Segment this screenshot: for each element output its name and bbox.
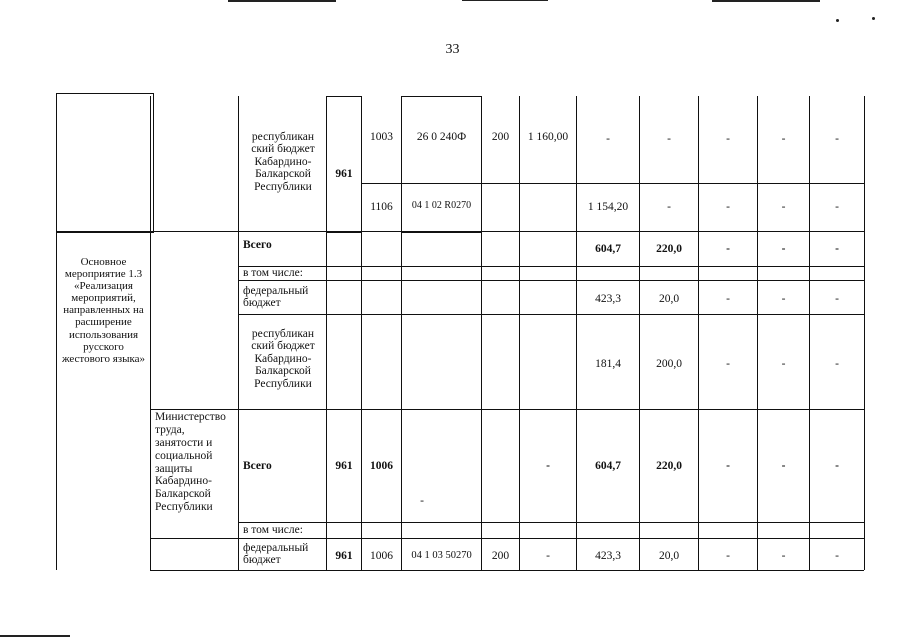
federal-v1: 423,3 [595,293,621,305]
ministry-v4: - [781,460,786,472]
scan-dot-2 [872,17,875,20]
top-sub1-val-2020: - [726,133,730,145]
republic-v3: - [726,358,730,370]
col-line-left-lower [56,231,57,570]
scan-mark-top-mid [462,0,548,1]
col-line-2 [238,96,239,570]
top-sub1-val-2022: - [835,133,839,145]
col-line-12 [809,96,810,570]
total-v5: - [835,243,839,255]
federal-2-csr: 04 1 03 50270 [411,550,472,561]
top-sub2-val-2020: - [726,201,730,213]
ministry-v3: - [726,460,730,472]
ministry-name: Министерство труда, занятости и социальной защиты Кабардино-Балкарской Республики [155,411,226,514]
federal-v2: 20,0 [658,293,680,305]
top-sub1-val-2018: - [606,133,610,145]
federal-2-vr: 200 [491,550,510,562]
page-number: 33 [445,42,460,57]
scan-dot-1 [836,19,839,22]
total-v2: 220,0 [656,243,682,255]
including-label: в том числе: [243,267,303,279]
scan-mark-top-left [228,0,336,2]
col-line-13 [864,96,865,570]
total-v4: - [781,243,786,255]
including-2-label: в том числе: [243,524,303,536]
ministry-v1: 604,7 [595,460,621,472]
top-sub2-val-2022: - [835,201,839,213]
total-v3: - [726,243,730,255]
federal-2-v1: 423,3 [595,550,621,562]
cell-frame-left [56,93,154,233]
top-sub1-csr: 26 0 240Ф [416,131,467,143]
top-sub2-val-2019: - [667,201,671,213]
col-line-1 [150,96,151,570]
federal-2-grbs: 961 [335,550,353,562]
row-line-c [238,280,864,281]
federal-v4: - [781,293,786,305]
republic-label: республикан ский бюджет Кабардино-Балкарской Республики [251,328,315,390]
top-republic-label: республикан ский бюджет Кабардино-Балкарской Республики [251,131,315,193]
top-sub1-val-2017: 1 160,00 [527,131,569,143]
row-line-b [238,266,864,267]
row-line-bottom [150,570,864,571]
federal-v5: - [835,293,839,305]
federal-v3: - [726,293,730,305]
ministry-2017-dash: - [546,460,550,472]
row-line-f [238,522,864,523]
federal-2-rzpr: 1006 [370,550,393,562]
cell-frame-grbs [326,96,362,233]
top-sub2-val-2021: - [781,201,786,213]
top-sub1-rzpr: 1003 [370,131,393,143]
row-line-d [238,314,864,315]
federal-2-v3: - [726,550,730,562]
col-line-11 [757,96,758,570]
republic-v4: - [781,358,786,370]
total-v1: 604,7 [595,243,621,255]
col-line-6 [481,96,482,570]
top-republic-grbs: 961 [335,168,353,180]
ministry-total-label: Всего [243,460,272,472]
row-line-sub [361,183,864,184]
top-sub2-val-2018: 1 154,20 [587,201,629,213]
col-line-9 [639,96,640,570]
ministry-v5: - [835,460,839,472]
ministry-csr-dash: - [420,495,424,507]
top-sub2-rzpr: 1106 [370,201,393,213]
cell-frame-csr [401,96,482,233]
row-line-e [150,409,864,410]
federal-label: федеральный бюджет [243,285,309,310]
row-line-g [150,538,864,539]
federal-2-v5: - [835,550,839,562]
ministry-grbs: 961 [335,460,353,472]
federal-2-v4: - [781,550,786,562]
row-line-a [56,231,864,232]
scan-mark-bottom-left [0,635,70,637]
scan-mark-top-right [712,0,820,2]
republic-v1: 181,4 [595,358,621,370]
republic-v5: - [835,358,839,370]
federal-2-label: федеральный бюджет [243,542,309,567]
republic-v2: 200,0 [656,358,682,370]
top-sub1-val-2021: - [781,133,786,145]
col-line-8 [576,96,577,570]
col-line-7 [519,96,520,570]
col-line-4 [361,96,362,570]
col-line-10 [698,96,699,570]
federal-2-v0: - [546,550,550,562]
top-sub1-vr: 200 [491,131,510,143]
ministry-v2: 220,0 [656,460,682,472]
total-label: Всего [243,239,272,251]
ministry-rzpr: 1006 [370,460,393,472]
top-sub2-csr: 04 1 02 R0270 [411,200,472,211]
measure-title: Основное мероприятие 1.3 «Реализация мероприятий, направленных на расширение использования русского жестового языка» [61,256,146,365]
top-sub1-val-2019: - [667,133,671,145]
federal-2-v2: 20,0 [658,550,680,562]
